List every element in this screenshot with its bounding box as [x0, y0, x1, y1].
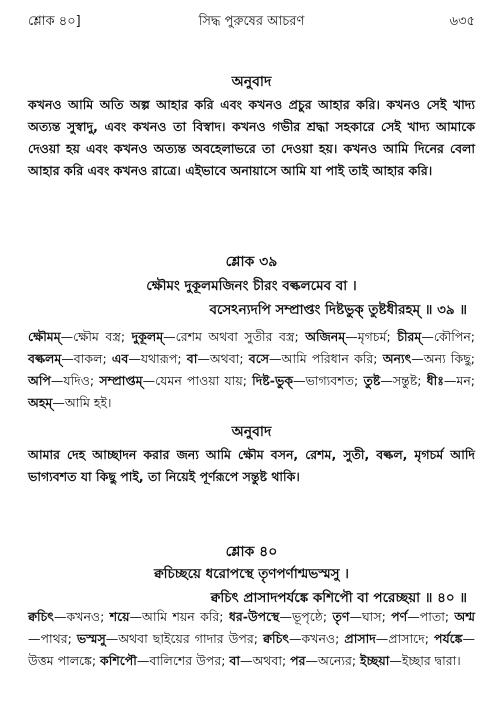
running-header [28, 12, 475, 34]
synonym-meaning: —যদিও; [50, 373, 100, 388]
synonym-word: ভস্মসু [76, 631, 106, 646]
verse-40-synonyms [28, 606, 475, 672]
synonym-meaning: —পাতা; [407, 609, 455, 624]
synonym-word: অজিনম্ [305, 329, 346, 344]
synonym-meaning: —আমি শয়ন করি; [129, 609, 229, 624]
verse-39-text [28, 274, 475, 322]
synonym-meaning: —ইচ্ছার দ্বারা। [389, 653, 461, 668]
synonym-meaning: —পাথর; [28, 631, 77, 646]
synonym-meaning: —কৌপিন; [421, 329, 475, 344]
synonym-word: তুষ্ট [363, 373, 381, 388]
synonym-meaning: —রেশম অথবা সুতীর বস্ত্র; [163, 329, 306, 344]
synonym-meaning: —আমি হই। [52, 395, 112, 410]
synonym-word: অন্যৎ [382, 351, 412, 366]
synonym-word: কশিপৌ [100, 653, 137, 668]
synonym-meaning: —মন; [443, 373, 475, 388]
synonym-word: অশ্ম [454, 609, 475, 624]
verse-39-title: শ্লোক ৩৯ [225, 254, 278, 270]
synonym-meaning: —কখনও; [53, 609, 110, 624]
synonym-meaning: —অথবা; [239, 653, 291, 668]
synonym-word: চীরম্ [397, 329, 422, 344]
verse-39-synonyms [28, 326, 475, 414]
synonym-meaning: —আমি পরিধান করি; [269, 351, 383, 366]
synonym-word: পর্ণ [391, 609, 408, 624]
synonym-word: তৃণ [332, 609, 350, 624]
synonym-meaning: —অন্যের; [305, 653, 361, 668]
synonym-meaning: —মৃগচর্ম; [345, 329, 398, 344]
synonym-meaning: —সন্তুষ্ট; [380, 373, 427, 388]
synonym-meaning: —ভূপৃষ্ঠে; [279, 609, 333, 624]
synonym-word: প্রাসাদ [344, 631, 376, 646]
synonym-word: দিষ্ট-ভুক্ [252, 373, 294, 388]
synonym-meaning: —প্রাসাদে; [375, 631, 434, 646]
synonym-word: পর্যঙ্কে [433, 631, 463, 646]
synonym-word: ধর-উপস্থে [228, 609, 280, 624]
verse-40-text [28, 562, 475, 610]
synonym-meaning: —যথারূপ; [128, 351, 187, 366]
synonym-meaning: —অথবা; [197, 351, 249, 366]
synonym-meaning: —যেমন পাওয়া যায়; [142, 373, 253, 388]
synonym-word: অপি [28, 373, 51, 388]
synonym-word: শয়ে [109, 609, 130, 624]
header-chapter-title: সিদ্ধ পুরুষের আচরণ [198, 14, 305, 29]
synonym-meaning: —অন্য কিছু; [411, 351, 476, 366]
verse-39-line-2: বসেঽন্যদপি সম্প্রাপ্তং দিষ্টভুক্ তুষ্টধীরহম্ ॥ ৩৯ ॥ [209, 302, 467, 318]
synonym-word: দুকূলম্ [131, 329, 164, 344]
synonym-word: ক্বচিৎ [28, 609, 54, 624]
synonym-word: ধীঃ [426, 373, 444, 388]
verse-39-line-1: ক্ষৌমং দুকূলমজিনং চীরং বল্কলমেব বা । [146, 278, 357, 294]
synonym-word: ক্ষৌমম্ [28, 329, 61, 344]
synonym-meaning: —অথবা ছাইয়ের গাদার উপর; [105, 631, 264, 646]
synonym-word: বসে [248, 351, 270, 366]
verse-40-line-1: ক্বচিচ্ছয়ে ধরোপস্থে তৃণপর্ণাশ্মভস্মসু । [153, 566, 350, 582]
synonym-meaning: —উত্তম পালঙ্কে; [28, 631, 475, 668]
page-number: ৬৩৫ [449, 14, 475, 29]
synonym-word: বা [229, 653, 240, 668]
synonym-word: ইচ্ছয়া [360, 653, 390, 668]
synonym-word: পর [290, 653, 306, 668]
header-verse-ref: শ্লোক ৪০] [28, 14, 81, 29]
translation-text-2: আমার দেহ আচ্ছাদন করার জন্য আমি ক্ষৌম বসন, রেশম, সুতী, বল্কল, মৃগচর্ম আদি ভাগ্যবশত যা কিছু পাই, তা নিয়েই পূর্ণরূপে সন্তুষ্ট থাকি। [28, 447, 475, 484]
verse-40-title: শ্লোক ৪০ [225, 544, 278, 560]
synonym-meaning: —ভাগ্যবশত; [293, 373, 364, 388]
synonym-meaning: —বালিশের উপর; [136, 653, 230, 668]
verse-40-line-2: ক্বচিৎ প্রাসাদপর্যঙ্কে কশিপৌ বা পরেচ্ছয়া ॥ ৪০ ॥ [210, 590, 467, 606]
synonym-meaning: —বাকল; [61, 351, 112, 366]
synonym-word: ক্বচিৎ [263, 631, 290, 646]
synonym-word: বা [186, 351, 198, 366]
synonym-word: সম্প্রাপ্তম্ [99, 373, 143, 388]
synonym-word: বল্কলম্ [28, 351, 62, 366]
translation-text-1: কখনও আমি অতি অল্প আহার করি এবং কখনও প্রচুর আহার করি। কখনও সেই খাদ্য অত্যন্ত সুস্বাদু, এবং কখনও তা বিস্বাদ। কখনও গভীর শ্রদ্ধা সহকারে সেই খাদ্য আমাকে দেওয়া হয় এবং কখনও অত্যন্ত অবহেলাভরে তা দেওয়া হয়। কখনও আমি দিনের বেলা আহার করি এবং কখনও রাত্রে। এইভাবে অনায়াসে আমি যা পাই তাই আহার করি। [28, 97, 475, 178]
translation-heading-2: অনুবাদ [231, 424, 272, 440]
synonym-word: অহম্ [28, 395, 53, 410]
synonym-meaning: —ঘাস; [349, 609, 392, 624]
synonym-meaning: —ক্ষৌম বস্ত্র; [60, 329, 132, 344]
synonym-word: এব [111, 351, 129, 366]
translation-heading-1: অনুবাদ [231, 74, 272, 90]
synonym-meaning: —কখনও; [289, 631, 345, 646]
